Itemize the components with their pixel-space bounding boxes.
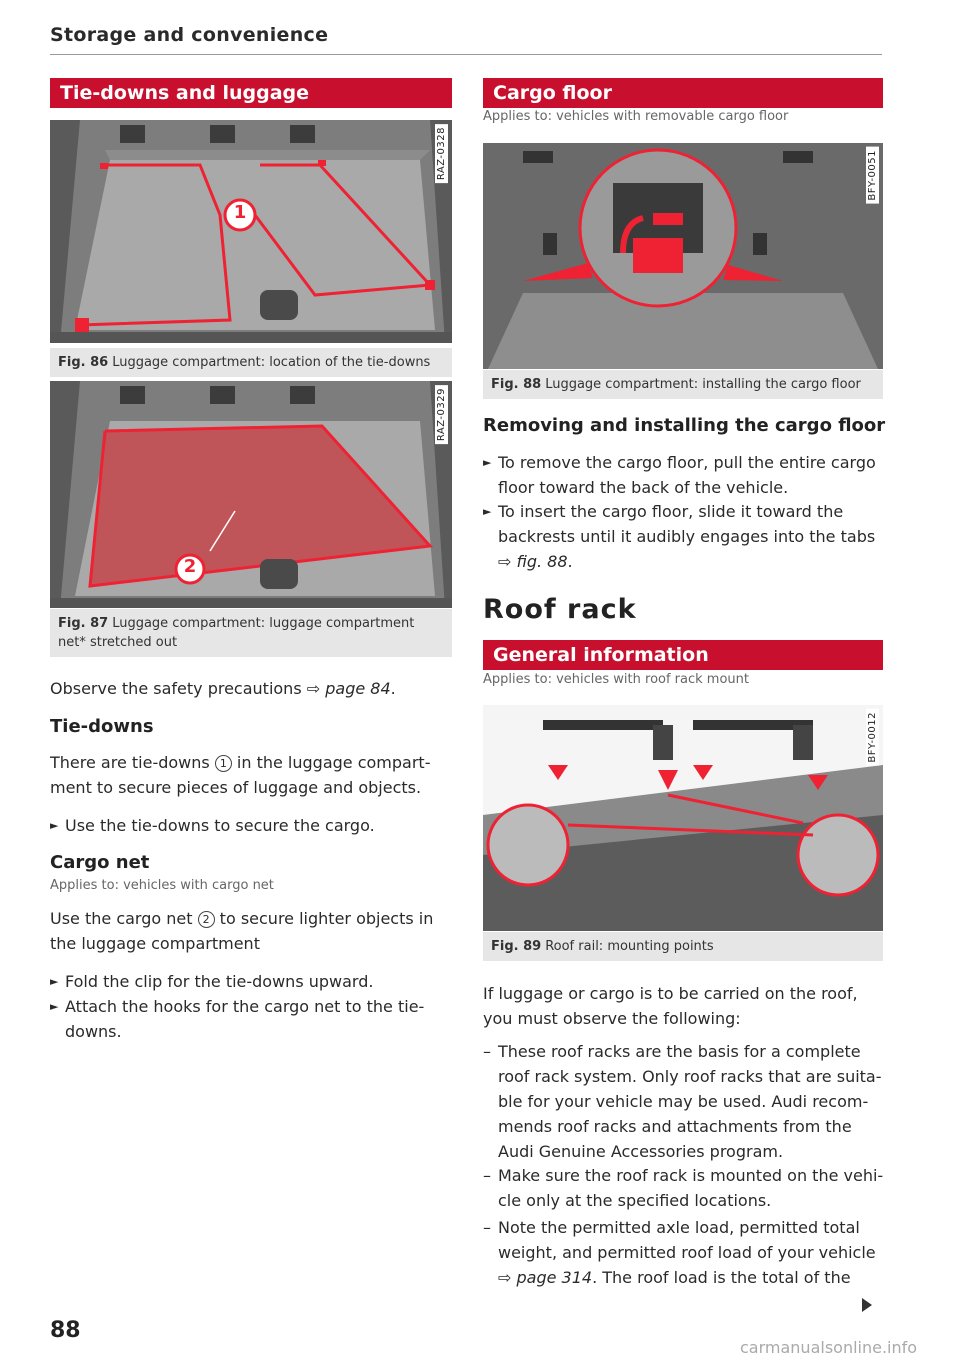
fig-87-label: Fig. 87: [58, 616, 109, 631]
cargo-net-bullet-1-text: Fold the clip for the tie-downs upward.: [65, 972, 374, 991]
fig-89-label: Fig. 89: [491, 939, 542, 954]
watermark: carmanualsonline.info: [740, 1338, 918, 1357]
page-header: [50, 24, 882, 55]
dash-marker: –: [483, 1166, 491, 1185]
observe-end: .: [390, 679, 396, 698]
fig-86-label: Fig. 86: [58, 355, 109, 370]
cargo-net-text-b: to secure lighter objects in the luggage compartment: [50, 909, 434, 953]
figure-code: RAZ-0328: [435, 124, 448, 183]
bullet-icon: ►: [50, 819, 59, 832]
removing-bullet-1-text: To remove the cargo floor, pull the entire cargo floor toward the back of the vehicle.: [498, 453, 876, 497]
cargo-floor-applies: Applies to: vehicles with removable cargo floor: [483, 109, 789, 124]
page-84-link[interactable]: ⇨ page 84: [306, 679, 391, 698]
tie-downs-banner: Tie-downs and luggage: [50, 78, 452, 108]
fig-86-caption-text: Luggage compartment: location of the tie-downs: [112, 355, 431, 370]
bullet-icon: ►: [50, 975, 59, 988]
fig-88-caption: [483, 370, 883, 399]
page-314-link[interactable]: ⇨ page 314: [498, 1268, 593, 1287]
roof-dash-1-text: These roof racks are the basis for a complete roof rack system. Only roof racks that are suita-ble for your vehicle may be used. Audi recom-mends roof racks and attachments from the Audi Genuine Accessories program.: [498, 1042, 882, 1161]
dash-marker: –: [483, 1042, 491, 1061]
cargo-net-text-a: Use the cargo net: [50, 909, 198, 928]
cargo-net-applies: Applies to: vehicles with cargo net: [50, 878, 274, 893]
fig-89-image: [483, 705, 883, 931]
roof-intro: If luggage or cargo is to be carried on the roof, you must observe the following:: [483, 984, 858, 1028]
observe-paragraph: [50, 676, 452, 701]
dash-marker: –: [483, 1218, 491, 1237]
bullet-icon: ►: [483, 505, 492, 518]
roof-dash-3: [483, 1215, 888, 1290]
roof-dash-2: [483, 1163, 888, 1213]
fig-88-image: [483, 143, 883, 369]
cargo-net-bullet-2: [50, 994, 445, 1044]
figure-code: BFY-0012: [866, 709, 879, 766]
page-number: 88: [50, 1318, 81, 1343]
figure-code: BFY-0051: [866, 147, 879, 204]
fig-89-caption: [483, 932, 883, 961]
removing-bullet-2-text: To insert the cargo floor, slide it toward the backrests until it audibly engages into the tabs: [498, 502, 876, 546]
cargo-net-paragraph: [50, 906, 442, 956]
tie-downs-paragraph: [50, 750, 442, 800]
general-info-applies: Applies to: vehicles with roof rack mount: [483, 672, 749, 687]
fig-87-image: [50, 381, 452, 608]
bullet-icon: ►: [50, 1000, 59, 1013]
observe-text: Observe the safety precautions: [50, 679, 307, 698]
roof-dash-1: [483, 1039, 888, 1164]
fig-87-caption-text: Luggage compartment: luggage compartment net* stretched out: [58, 616, 415, 650]
cargo-net-heading: Cargo net: [50, 852, 150, 873]
tie-downs-text-b: in the luggage compart-ment to secure pieces of luggage and objects.: [50, 753, 431, 797]
fig-86-image: [50, 120, 452, 343]
removing-bullet-1: [483, 450, 888, 500]
removing-heading: Removing and installing the cargo floor: [483, 415, 886, 436]
callout-2: 2: [183, 556, 197, 577]
fig-86-caption: [50, 348, 452, 377]
roof-dash-2-text: Make sure the roof rack is mounted on the vehi-cle only at the specified locations.: [498, 1166, 884, 1210]
roof-dash-3-text: Note the permitted axle load, permitted total weight, and permitted roof load of your vehicle: [498, 1218, 876, 1262]
roof-dash-3-end: . The roof load is the total of the: [592, 1268, 851, 1287]
removing-bullet-2-end: .: [567, 552, 573, 571]
tie-downs-text-a: There are tie-downs: [50, 753, 215, 772]
tie-downs-bullet-text: Use the tie-downs to secure the cargo.: [65, 816, 375, 835]
callout-1: 1: [233, 202, 247, 223]
callout-2-inline: 2: [198, 911, 215, 928]
cargo-floor-banner: Cargo floor: [483, 78, 883, 108]
fig-88-link[interactable]: ⇨ fig. 88: [498, 552, 568, 571]
fig-87-caption: [50, 609, 452, 657]
roof-rack-heading: Roof rack: [483, 594, 637, 625]
figure-code: RAZ-0329: [435, 385, 448, 444]
removing-bullet-2: [483, 499, 888, 574]
cargo-net-bullet-2-text: Attach the hooks for the cargo net to the tie-downs.: [65, 997, 425, 1041]
fig-88-caption-text: Luggage compartment: installing the cargo floor: [545, 377, 861, 392]
next-page-icon[interactable]: [862, 1298, 872, 1312]
tie-downs-heading: Tie-downs: [50, 716, 154, 737]
callout-1-inline: 1: [215, 755, 232, 772]
fig-88-label: Fig. 88: [491, 377, 542, 392]
tie-downs-bullet: [50, 813, 445, 838]
general-info-banner: General information: [483, 640, 883, 670]
bullet-icon: ►: [483, 456, 492, 469]
section-title: Storage and convenience: [50, 24, 329, 46]
fig-89-caption-text: Roof rail: mounting points: [545, 939, 714, 954]
cargo-net-bullet-1: [50, 969, 445, 994]
